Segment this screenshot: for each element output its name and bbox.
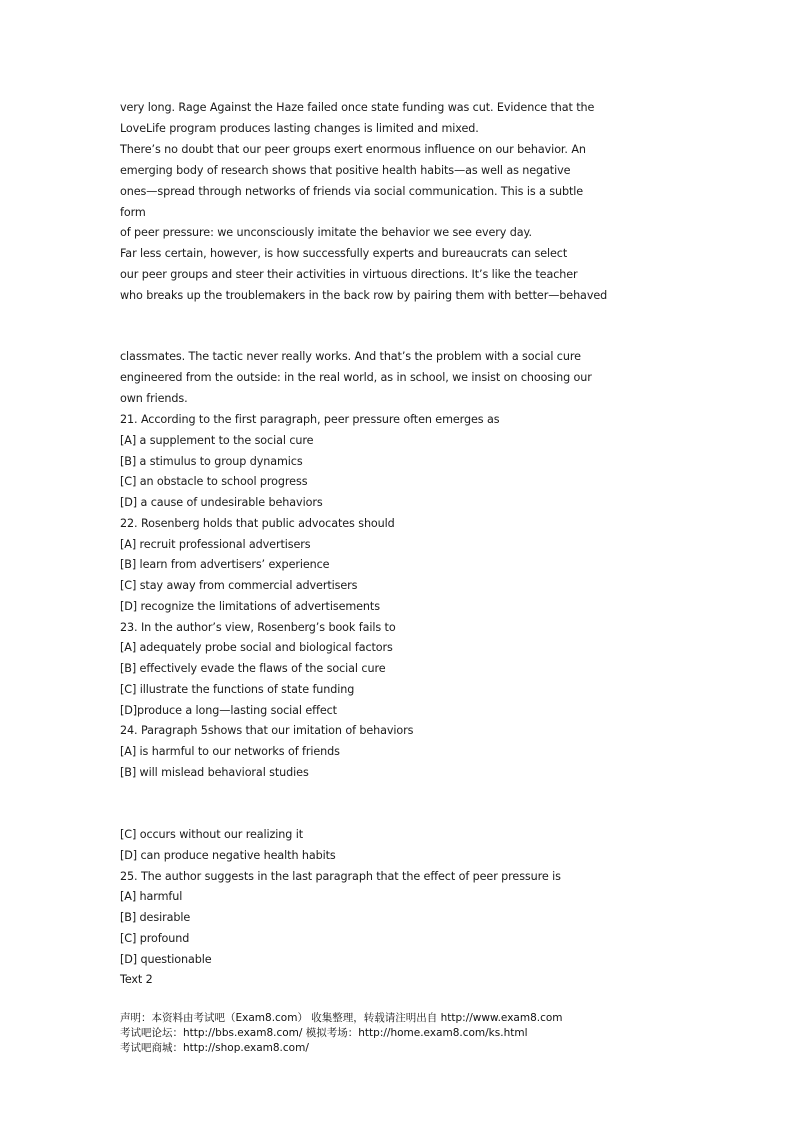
question-line: [C] an obstacle to school progress <box>120 475 308 489</box>
question-line: 25. The author suggests in the last paragraph that the effect of peer pressure is <box>120 869 561 883</box>
question-line: [A] harmful <box>120 890 183 904</box>
question-line: Text 2 <box>120 973 153 987</box>
question-line: [B] effectively evade the flaws of the social cure <box>120 662 386 675</box>
footer-forum-links: 考试吧论坛：http://bbs.exam8.com/ 模拟考场：http://home.exam8.com/ks.html <box>120 1027 528 1039</box>
question-line: [B] will mislead behavioral studies <box>120 765 309 779</box>
question-line: [A] a supplement to the social cure <box>120 433 314 447</box>
passage-line: form <box>120 205 146 219</box>
question-line: [B] a stimulus to group dynamics <box>120 454 303 468</box>
passage-line: very long. Rage Against the Haze failed once state funding was cut. Evidence that the <box>120 101 595 114</box>
question-line: [B] desirable <box>120 911 191 924</box>
question-line: [C] occurs without our realizing it <box>120 828 304 841</box>
question-line: [C] profound <box>120 931 190 945</box>
question-line: [D] can produce negative health habits <box>120 848 336 862</box>
question-line: 22. Rosenberg holds that public advocates should <box>120 516 395 530</box>
question-line: [A] recruit professional advertisers <box>120 537 311 551</box>
passage-line: who breaks up the troublemakers in the back row by pairing them with better—behaved <box>120 289 608 303</box>
footer-disclaimer: 声明：本资料由考试吧（Exam8.com） 收集整理，转载请注明出自 http://www.exam8.com <box>120 1012 563 1024</box>
passage-line: own friends. <box>120 391 188 405</box>
question-line: [C] illustrate the functions of state funding <box>120 682 355 696</box>
passage-line: classmates. The tactic never really works. And that’s the problem with a social cure <box>120 350 581 363</box>
question-line: [C] stay away from commercial advertisers <box>120 579 358 592</box>
passage-line: There’s no doubt that our peer groups exert enormous influence on our behavior. An <box>120 142 586 156</box>
question-line: [D] a cause of undesirable behaviors <box>120 496 323 509</box>
question-line: [A] is harmful to our networks of friends <box>120 745 340 758</box>
question-line: [D] recognize the limitations of advertisements <box>120 599 380 613</box>
question-line: [A] adequately probe social and biological factors <box>120 641 393 655</box>
passage-line: LoveLife program produces lasting changes is limited and mixed. <box>120 121 479 135</box>
question-line: 23. In the author’s view, Rosenberg’s book fails to <box>120 620 396 634</box>
question-line: [D]produce a long—lasting social effect <box>120 703 337 717</box>
passage-line: of peer pressure: we unconsciously imitate the behavior we see every day. <box>120 226 532 240</box>
passage-line: Far less certain, however, is how successfully experts and bureaucrats can select <box>120 247 568 261</box>
footer-shop-link: 考试吧商城：http://shop.exam8.com/ <box>120 1042 309 1054</box>
question-line: 24. Paragraph 5shows that our imitation of behaviors <box>120 724 414 738</box>
passage-line: emerging body of research shows that positive health habits—as well as negative <box>120 163 571 177</box>
question-line: [D] questionable <box>120 952 212 966</box>
passage-line: our peer groups and steer their activities in virtuous directions. It’s like the teacher <box>120 268 578 282</box>
question-line: [B] learn from advertisers’ experience <box>120 558 330 572</box>
passage-line: ones—spread through networks of friends via social communication. This is a subtle <box>120 184 584 198</box>
passage-line: engineered from the outside: in the real world, as in school, we insist on choosing our <box>120 370 592 384</box>
question-line: 21. According to the first paragraph, peer pressure often emerges as <box>120 413 500 426</box>
